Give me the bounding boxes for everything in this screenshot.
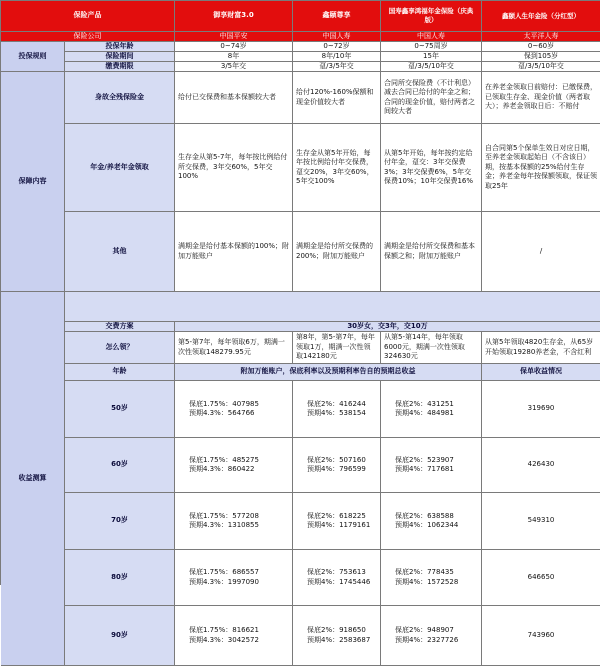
expected-return: 预期4.3%：564766 <box>189 409 255 417</box>
return-cell <box>381 493 482 550</box>
floor-return: 保底1.75%：485275 <box>189 455 259 464</box>
floor-return: 保底1.75%：686557 <box>189 568 259 577</box>
rule-value: 趸/3/5年交 <box>293 62 381 72</box>
expected-return: 预期4%：484981 <box>395 409 454 417</box>
calc-spacer <box>65 292 600 322</box>
how-label: 怎么领？ <box>65 332 175 364</box>
expected-return: 预期4.3%：1310855 <box>189 521 259 529</box>
coverage-value: 满期金是给付基本保额的100%；附加万能账户 <box>175 212 293 292</box>
rule-value: 0~74岁 <box>175 42 293 52</box>
product-name: 鑫颐尊享 <box>293 1 381 32</box>
rule-value: 趸/3/5/10年交 <box>482 62 600 72</box>
coverage-value: 给付已交保费和基本保额较大者 <box>175 72 293 124</box>
return-cell <box>381 381 482 438</box>
return-cell <box>381 550 482 606</box>
rule-label: 缴费期限 <box>65 62 175 72</box>
company-name: 中国平安 <box>175 32 293 42</box>
expected-return: 预期4%：1179161 <box>307 521 371 529</box>
return-cell <box>293 381 381 438</box>
expected-return: 预期4%：2583687 <box>307 635 371 644</box>
rule-value: 0~72岁 <box>293 42 381 52</box>
age-value: 80岁 <box>65 550 175 606</box>
product-header-label: 保险产品 <box>1 1 175 32</box>
guarantee-label: 保单收益情况 <box>482 364 600 381</box>
rule-value: 8年/10年 <box>293 52 381 62</box>
coverage-label: 身故全残保险金 <box>65 72 175 124</box>
company-name: 中国人寿 <box>293 32 381 42</box>
how-value: 从第5年领取4820生存金，从65岁开始领取19280养老金，不含红利 <box>482 332 600 364</box>
coverage-label: 年金/养老年金领取 <box>65 124 175 212</box>
product-name: 鑫颐人生年金险（分红型） <box>482 1 600 32</box>
return-cell <box>293 438 381 493</box>
age-value: 50岁 <box>65 381 175 438</box>
floor-return: 保底2%：523907 <box>395 455 454 464</box>
coverage-value: 满期金是给付所交保费和基本保额之和；附加万能账户 <box>381 212 482 292</box>
floor-return: 保底1.75%：577208 <box>189 511 259 520</box>
how-value: 第8年，第5-第7年，每年领取1万，期满一次性领取142180元 <box>293 332 381 364</box>
return-cell <box>293 550 381 606</box>
return-cell <box>175 438 293 493</box>
expected-return: 预期4%：2327726 <box>395 635 459 644</box>
floor-return: 保底2%：431251 <box>395 399 454 408</box>
accounts-label: 附加万能账户，保底利率以及预期利率告自的预期总收益 <box>175 364 482 381</box>
coverage-value: 生存金从第5年开始，每年按比例给付年交保费，趸交20%，3年交60%，5年交100% <box>293 124 381 212</box>
coverage-value: / <box>482 212 600 292</box>
floor-return: 保底2%：416244 <box>307 399 366 408</box>
age-value: 90岁 <box>65 606 175 666</box>
rule-label: 保险期间 <box>65 52 175 62</box>
coverage-value: 合同所交保险费（不计利息）减去合同已给付的年金之和；合同的现金价值，赔付两者之间较大者 <box>381 72 482 124</box>
floor-return: 保底2%：507160 <box>307 455 366 464</box>
guarantee-value: 549310 <box>482 493 600 550</box>
coverage-value: 生存金从第5-7年，每年按比例给付所交保费，3年交60%，5年交100% <box>175 124 293 212</box>
how-value: 从第5-第14年，每年领取6000元，期满一次性领取324630元 <box>381 332 482 364</box>
expected-return: 预期4%：1745446 <box>307 577 371 586</box>
guarantee-value: 743960 <box>482 606 600 666</box>
return-cell <box>175 381 293 438</box>
guarantee-value: 319690 <box>482 381 600 438</box>
floor-return: 保底2%：948907 <box>395 626 454 635</box>
floor-return: 保底2%：918650 <box>307 626 366 635</box>
floor-return: 保底2%：638588 <box>395 511 454 520</box>
rule-value: 0~60岁 <box>482 42 600 52</box>
floor-return: 保底1.75%：816621 <box>189 626 259 635</box>
company-name: 太平洋人寿 <box>482 32 600 42</box>
company-header-label: 保险公司 <box>1 32 175 42</box>
plan-value: 30岁女，交3年，交10万 <box>175 322 600 332</box>
product-name: 国寿鑫享鸿福年金保险（庆典版） <box>381 1 482 32</box>
expected-return: 预期4%：538154 <box>307 409 366 417</box>
return-cell <box>175 550 293 606</box>
coverage-label: 其他 <box>65 212 175 292</box>
guarantee-value: 646650 <box>482 550 600 606</box>
coverage-value: 从第5年开始，每年按约定给付年金，趸交：3年交保费3%；3年交保费6%，5年交保费10%；10年交保费16% <box>381 124 482 212</box>
guarantee-value: 426430 <box>482 438 600 493</box>
rule-value: 保到105岁 <box>482 52 600 62</box>
return-cell <box>175 493 293 550</box>
company-name: 中国人寿 <box>381 32 482 42</box>
rule-label: 投保年龄 <box>65 42 175 52</box>
rule-value: 趸/3/5/10年交 <box>381 62 482 72</box>
expected-return: 预期4.3%：1997090 <box>189 577 259 586</box>
coverage-value: 自合同第5个保单生效日对应日期，至养老金领取起始日（不含该日）期，按基本保额的25%给付生存金；养老金每年按保额领取，保证领取25年 <box>482 124 600 212</box>
rule-value: 3/5年交 <box>175 62 293 72</box>
expected-return: 预期4.3%：3042572 <box>189 635 259 644</box>
plan-label: 交费方案 <box>65 322 175 332</box>
product-name: 御享财富3.0 <box>175 1 293 32</box>
rule-value: 15年 <box>381 52 482 62</box>
age-label: 年龄 <box>65 364 175 381</box>
coverage-value: 给付120%-160%保额和现金价值较大者 <box>293 72 381 124</box>
rule-value: 0~75周岁 <box>381 42 482 52</box>
expected-return: 预期4%：1572528 <box>395 577 459 586</box>
return-cell <box>381 606 482 666</box>
return-cell <box>381 438 482 493</box>
return-cell <box>293 493 381 550</box>
expected-return: 预期4.3%：860422 <box>189 465 255 473</box>
floor-return: 保底2%：753613 <box>307 568 366 577</box>
return-cell <box>293 606 381 666</box>
floor-return: 保底2%：778435 <box>395 568 454 577</box>
age-value: 60岁 <box>65 438 175 493</box>
rule-value: 8年 <box>175 52 293 62</box>
how-value: 第5-第7年，每年领取6万，期满一次性领取148279.95元 <box>175 332 293 364</box>
expected-return: 预期4%：1062344 <box>395 521 459 529</box>
coverage-value: 满期金是给付所交保费的200%；附加万能账户 <box>293 212 381 292</box>
floor-return: 保底1.75%：407985 <box>189 399 259 408</box>
return-cell <box>175 606 293 666</box>
expected-return: 预期4%：796599 <box>307 465 366 473</box>
floor-return: 保底2%：618225 <box>307 511 366 520</box>
age-value: 70岁 <box>65 493 175 550</box>
calc-section-label: 收益测算 <box>1 292 65 666</box>
expected-return: 预期4%：717681 <box>395 465 454 473</box>
coverage-value: 在养老金领取日前赔付：已缴保费，已领取生存金、现金价值（两者取大）；养老金领取日后：不赔付 <box>482 72 600 124</box>
rules-section-label: 投保规则 <box>1 42 65 72</box>
coverage-section-label: 保障内容 <box>1 72 65 292</box>
